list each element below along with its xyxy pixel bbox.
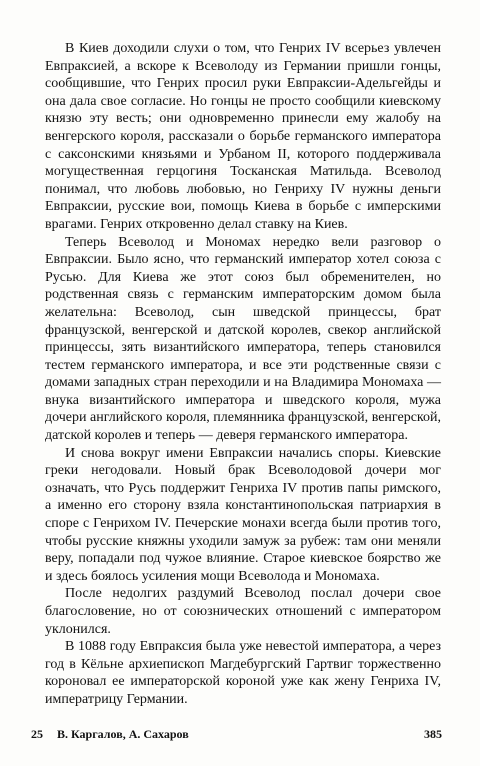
paragraph: После недолгих раздумий Всеволод послал дочери свое благословение, но от союзнических отношений с императором уклонился. — [45, 586, 441, 637]
paragraph: Теперь Всеволод и Мономах нередко вели разговор о Евпраксии. Было ясно, что германский император хотел союза с Русью. Для Киева же этот союз был обременителен, но родственная связь с германским императорским домом была желательна: Всеволод, сын шведской принцессы, брат французской, венгерской и датской королев, свекор английской принцессы, зять византийского императора, теперь становился тестем германского императора, и все эти родственные связи с домами западных стран переходили и на Владимира Мономаха — внука византийского императора и шведского короля, мужа дочери английского короля, племянника французской, венгерской, датской королев и теперь — деверя германского императора. — [45, 234, 441, 444]
paragraph: В Киев доходили слухи о том, что Генрих IV всерьез увлечен Евпраксией, а вскоре к Всеволоду из Германии пришли гонцы, сообщившие, что Генрих просил руки Евпраксии-Адельгейды и она дала свое согласие. Но гонцы не просто сообщили киевскому князю эту весть; они одновременно принесли ему жалобу на венгерского короля, рассказали о борьбе германского императора с саксонскими князьями и Урбаном II, которого поддерживала могущественная герцогиня Тосканская Матильда. Всеволод понимал, что любовь любовью, но Генриху IV нужны деньги Евпраксии, русские вои, помощь Киева в борьбе с имперскими врагами. Генрих откровенно делал ставку на Киев. — [45, 41, 441, 232]
body-text — [45, 40, 441, 709]
paragraph: И снова вокруг имени Евпраксии начались споры. Киевские греки негодовали. Новый брак Всеволодовой дочери мог означать, что Русь поддержит Генриха IV против папы римского, а именно его сторону взяла константинопольская патриархия в споре с Генрихом IV. Печерские монахи всегда были против того, чтобы русские княжны уходили замуж за рубеж: там они меняли веру, попадали под чужое влияние. Старое киевское боярство же и здесь боялось усиления мощи Всеволода и Мономаха. — [45, 445, 441, 584]
printer-signature: 25 — [31, 727, 43, 741]
running-authors: В. Каргалов, А. Сахаров — [57, 727, 189, 741]
page-footer — [31, 727, 442, 745]
page-number: 385 — [424, 727, 442, 741]
paragraph: В 1088 году Евпраксия была уже невестой императора, а через год в Кёльне архиепископ Магдебургский Гартвиг торжественно короновал ее императорской короной уже как жену Генриха IV, императрицу Германии. — [45, 639, 441, 707]
